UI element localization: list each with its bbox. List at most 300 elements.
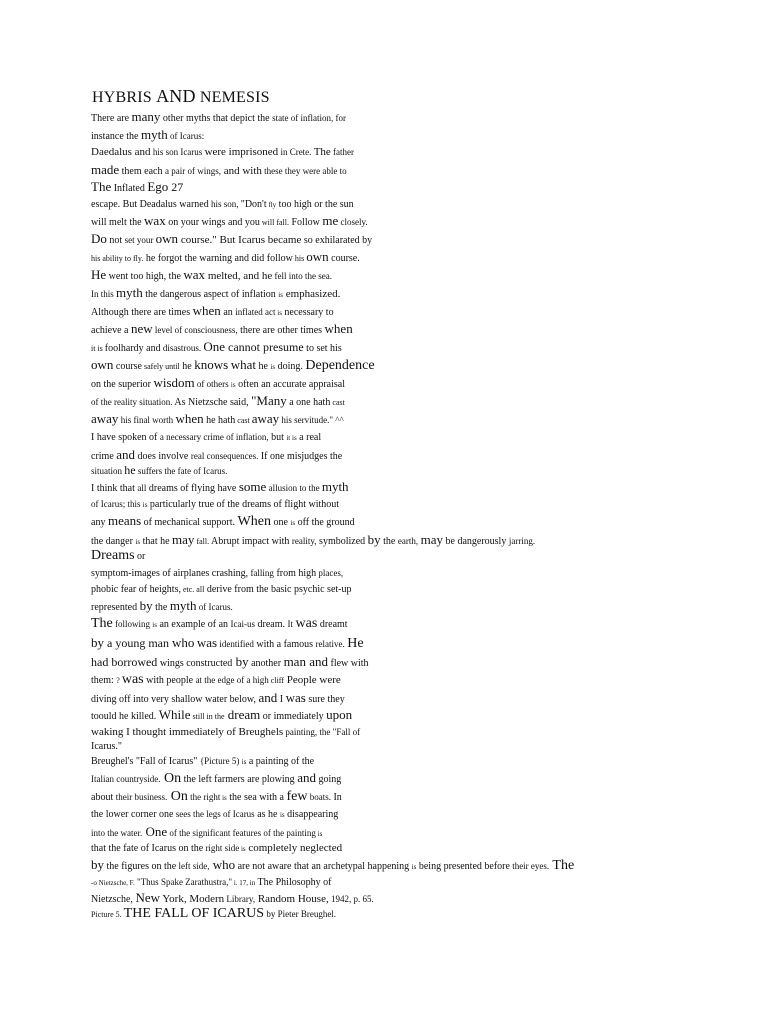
text-segment: course." But Icarus became [178, 234, 302, 246]
text-segment: disappearing [284, 809, 339, 820]
text-segment: If one misjudges the [258, 451, 343, 462]
text-segment: the danger [91, 536, 136, 547]
text-segment: about [91, 792, 116, 803]
text-segment: New [135, 890, 160, 905]
text-segment: instance the [91, 131, 141, 142]
text-segment: relative. [315, 639, 345, 649]
text-segment: or immediately [260, 711, 327, 722]
text-segment: of mechanical support. [141, 517, 238, 528]
text-segment: may [420, 532, 444, 547]
text-line [91, 708, 352, 724]
text-segment: a painting of the [246, 756, 315, 767]
text-segment: another [248, 658, 284, 669]
text-segment: is [152, 621, 157, 629]
text-segment: The [313, 146, 331, 158]
text-segment: was [196, 635, 218, 650]
text-segment: Icai-us [230, 619, 256, 629]
text-segment: symptom-images of airplanes crashing, [91, 568, 249, 579]
text-segment: jarring. [508, 536, 536, 546]
text-segment: away [251, 411, 280, 426]
text-segment: achieve a [91, 325, 131, 336]
text-line [91, 549, 145, 564]
text-segment: it is [91, 344, 105, 353]
text-line [91, 740, 122, 754]
text-segment: On [160, 771, 182, 786]
text-segment: Nietzsche, [91, 894, 136, 905]
text-segment: a pair of wings, [164, 166, 221, 176]
text-segment: Daedalus and [91, 146, 151, 158]
text-segment: his [292, 254, 307, 263]
text-segment: suffers the fate of Icarus. [135, 466, 228, 476]
text-segment: these they were able to [261, 166, 347, 176]
text-line [91, 858, 574, 874]
text-segment: had borrowed [91, 655, 158, 669]
text-line [91, 583, 352, 597]
text-segment: a one hath [286, 397, 331, 408]
text-segment: me [322, 213, 339, 228]
text-segment: dreamt [317, 619, 348, 630]
text-segment: I [277, 694, 286, 705]
text-segment: but [268, 432, 287, 443]
text-segment: When [237, 514, 271, 529]
text-segment: of the reality situation. [91, 397, 173, 407]
text-segment: his ability to fly. [91, 254, 144, 263]
text-segment: of the significant features of the painting [167, 828, 316, 838]
text-segment: sure they [305, 694, 345, 705]
text-line [91, 110, 346, 126]
text-segment: is [239, 845, 246, 853]
text-segment: Abrupt impact with [209, 536, 292, 547]
text-line [91, 754, 314, 769]
text-segment: when [175, 411, 204, 426]
text-segment: that the fate of Icarus on the [91, 843, 204, 854]
text-segment: all [137, 483, 147, 493]
text-segment: he forgot the warning and did follow [143, 253, 293, 264]
text-line [91, 163, 347, 179]
text-line [91, 268, 332, 284]
text-segment: off the ground [295, 517, 355, 528]
text-segment: by Pieter Breughel. [264, 909, 337, 919]
text-segment: new [130, 321, 153, 336]
text-segment: ? [116, 676, 122, 685]
text-line [91, 376, 345, 392]
text-segment: falling [248, 568, 274, 578]
text-segment: following [112, 619, 153, 629]
text-segment: other myths that depict the [160, 113, 273, 124]
text-segment: is [315, 830, 323, 838]
text-segment: the sea with a [226, 792, 287, 803]
text-segment: fall. [194, 537, 210, 546]
text-segment: "Many [251, 393, 287, 408]
text-segment: of others [194, 379, 231, 389]
text-segment: wings constructed [157, 658, 233, 669]
text-segment: still in the [190, 712, 225, 721]
text-segment: etc. all [180, 585, 205, 594]
text-segment: who [209, 857, 236, 872]
title-part3: NEMESIS [195, 89, 270, 106]
text-segment: cast [235, 416, 252, 425]
text-segment: There are [91, 113, 132, 124]
text-segment: a young man [104, 636, 172, 650]
text-line [91, 725, 360, 740]
text-segment: is [230, 381, 236, 389]
text-segment: as he [254, 809, 280, 820]
text-segment: own [306, 249, 329, 264]
text-segment: at the edge of a high [195, 675, 269, 685]
text-segment: the left farmers are plowing [181, 774, 298, 785]
text-segment: cannot presume [225, 340, 304, 354]
text-segment: in Crete. [278, 147, 314, 157]
text-line [91, 250, 360, 266]
text-line [91, 232, 372, 248]
text-segment: In [330, 792, 342, 803]
text-segment: state of inflation, [272, 113, 334, 123]
text-segment: symbolized [316, 536, 368, 547]
text-segment: disastrous. [160, 343, 204, 353]
text-segment: to set his [303, 343, 342, 354]
text-segment: myth [116, 285, 143, 300]
text-line [91, 617, 348, 632]
text-segment: be dangerously [443, 536, 509, 547]
text-segment: Picture 5. [91, 910, 124, 919]
text-segment: is [279, 811, 285, 819]
text-segment: toould he killed. [91, 711, 159, 722]
text-segment: upon [326, 707, 353, 722]
text-segment: going [315, 774, 342, 785]
text-segment: them each [119, 166, 165, 177]
text-segment: one [270, 517, 291, 528]
text-segment: dream. [255, 619, 288, 630]
text-segment: derive from the basic psychic set-up [204, 584, 352, 595]
text-segment: wisdom [153, 375, 195, 390]
text-segment: York, Modern [159, 893, 225, 905]
text-segment: 27 [168, 180, 184, 194]
text-segment: the right [187, 792, 221, 802]
text-segment: is [135, 538, 141, 546]
text-line [91, 655, 369, 671]
text-segment: course [113, 361, 142, 372]
text-segment: The Philosophy of [255, 877, 332, 888]
text-segment: and with [220, 165, 262, 177]
text-segment: an example of an [156, 619, 231, 630]
text-segment: and [305, 654, 328, 669]
text-segment: who [172, 635, 195, 650]
text-segment: by [91, 857, 104, 872]
text-segment: One [203, 339, 226, 354]
text-segment: left side, [176, 861, 210, 871]
text-segment: phobic fear of heights, [91, 584, 181, 595]
text-segment: few [286, 789, 308, 804]
text-line [91, 841, 342, 856]
text-segment: i. 17, in [232, 879, 256, 887]
text-line [91, 771, 341, 787]
text-segment: myth [169, 598, 197, 613]
text-segment: their eyes. [509, 861, 550, 871]
text-segment: The [91, 179, 112, 194]
text-segment: necessary to [281, 307, 334, 318]
text-segment: Although there are times [91, 307, 193, 318]
text-segment: Library, [224, 894, 256, 904]
text-segment: man [283, 654, 306, 669]
text-segment: by [232, 654, 249, 669]
text-segment: situation [91, 466, 125, 476]
text-segment: does involve [135, 451, 191, 462]
text-segment: he [179, 361, 195, 372]
text-segment: own [155, 231, 179, 246]
text-line [91, 533, 535, 549]
text-segment: Inflated [111, 183, 148, 194]
text-segment: Random House, [255, 893, 329, 905]
text-line [91, 340, 342, 356]
text-segment: on your wings and you [165, 217, 260, 228]
text-segment: that he [140, 536, 173, 547]
text-segment: too high or the sun [276, 199, 354, 210]
text-segment: identified [217, 639, 254, 649]
text-segment: by [367, 532, 381, 547]
text-segment: The [91, 616, 113, 631]
text-line [91, 599, 233, 615]
text-segment: on the superior [91, 379, 154, 390]
text-segment: into the water. [91, 828, 143, 838]
text-line [91, 197, 354, 212]
text-segment: Follow [289, 217, 323, 228]
text-line [91, 875, 331, 890]
text-segment: course. [328, 253, 360, 264]
text-line [91, 128, 204, 144]
text-segment: the lower corner one [91, 809, 174, 820]
text-segment: places, [316, 568, 344, 578]
text-segment: I think that [91, 483, 138, 494]
text-line [91, 463, 227, 479]
text-segment: them: [91, 675, 117, 686]
text-segment: Dependence [305, 358, 375, 373]
text-segment: set your [124, 235, 156, 245]
text-segment: an [220, 307, 236, 318]
text-segment: so exhilarated by [301, 235, 373, 246]
text-segment: allusion to the [266, 483, 322, 493]
text-segment: and [258, 690, 278, 705]
text-line [91, 907, 336, 922]
text-segment: It [287, 619, 294, 629]
text-segment: his son, [208, 199, 241, 209]
text-segment: is [290, 519, 296, 527]
text-segment: what [230, 357, 256, 372]
title-part1: HYBRIS [92, 89, 157, 106]
text-line [91, 480, 349, 496]
text-line [91, 358, 375, 374]
text-segment: In this [91, 289, 117, 299]
text-segment: One [142, 824, 168, 839]
text-segment: earth, [397, 536, 419, 546]
text-segment: melted, and he [205, 270, 273, 282]
text-segment: by [139, 598, 153, 613]
text-segment: "Don't [240, 199, 267, 210]
text-segment: may [172, 532, 195, 547]
text-segment: particularly true of the dreams [147, 499, 271, 510]
text-segment: will melt the [91, 217, 145, 228]
text-segment: Ego [147, 179, 169, 194]
text-segment: crime [91, 451, 117, 462]
text-segment: when [324, 321, 353, 336]
text-segment: there are other times [237, 325, 325, 336]
text-segment: the dangerous aspect of inflation [142, 289, 279, 300]
text-segment: of Icarus: [167, 131, 205, 141]
text-segment: myth [140, 127, 168, 142]
text-segment: not [106, 235, 125, 246]
text-line [91, 304, 334, 320]
text-segment: Icarus." [91, 741, 123, 752]
text-segment: dream [224, 707, 261, 722]
text-segment: closely. [338, 217, 368, 227]
text-segment: While [158, 707, 191, 722]
text-segment: the [152, 602, 170, 613]
text-segment: often an accurate appraisal [235, 379, 345, 390]
text-segment: it is [286, 434, 297, 442]
text-segment: boats. [307, 792, 331, 802]
text-segment: Do [91, 231, 107, 246]
text-segment: dreams of flying have [146, 483, 239, 494]
text-line [91, 497, 339, 512]
text-segment: represented [91, 602, 140, 613]
text-segment: many [131, 109, 161, 124]
text-line [91, 322, 353, 338]
text-segment: Dreams [91, 548, 135, 563]
text-segment: fly [266, 201, 277, 209]
text-segment: Italian countryside. [91, 774, 161, 784]
text-line [91, 412, 344, 428]
text-segment: the figures on the [104, 861, 177, 872]
text-segment: On [167, 789, 188, 804]
text-segment: is [142, 501, 148, 509]
text-segment: were imprisoned [204, 146, 279, 158]
text-segment: and [116, 447, 136, 462]
text-segment: with a famous [253, 639, 316, 650]
text-segment: his son Icarus [150, 147, 205, 157]
text-segment: is [241, 758, 247, 766]
text-line [91, 180, 183, 196]
text-segment: sees the legs of Icarus [173, 809, 255, 819]
text-segment: means [107, 513, 142, 528]
text-line [91, 636, 364, 652]
text-segment: myth [321, 479, 349, 494]
text-segment: is [275, 309, 282, 317]
text-line [91, 891, 374, 907]
text-segment: was [121, 672, 144, 687]
text-line [91, 214, 368, 230]
text-segment: made [91, 162, 120, 177]
text-segment: THE FALL OF ICARUS [123, 906, 265, 921]
text-line [91, 691, 345, 707]
text-line [91, 430, 321, 445]
text-segment: waking I thought immediately of Breughels [91, 726, 284, 738]
text-segment: a real [296, 432, 322, 443]
text-segment: He [91, 267, 107, 282]
text-segment: being presented before [416, 861, 510, 872]
text-segment: by [91, 635, 104, 650]
text-segment: inflated act [235, 307, 276, 317]
text-segment: some [238, 479, 267, 494]
text-segment: {Picture 5) [199, 756, 242, 766]
text-segment: the [380, 536, 398, 547]
text-segment: wax [183, 267, 206, 282]
text-segment: for [333, 113, 347, 123]
text-segment: fell into the sea. [272, 271, 332, 281]
text-segment: or [134, 551, 146, 562]
text-segment: his servitude." ^^ [279, 415, 344, 425]
text-segment: a necessary crime of inflation, [159, 432, 269, 442]
text-segment: escape. But Deadalus warned [91, 199, 209, 210]
text-segment: People were [283, 674, 341, 686]
title-part2: AND [156, 86, 196, 106]
text-segment: his final worth [118, 415, 176, 425]
text-segment: cast [330, 398, 345, 407]
text-segment: cliff [268, 676, 284, 685]
text-segment: real consequences. [190, 451, 259, 461]
text-segment: he hath [203, 415, 236, 426]
page-title [92, 86, 270, 107]
text-segment: diving off into very shallow water below, [91, 694, 259, 705]
text-segment: was [295, 616, 318, 631]
text-segment: of Icarus. [196, 602, 233, 612]
text-segment: I have spoken of [91, 432, 160, 443]
text-segment: The [549, 858, 575, 873]
text-segment: of flight without [270, 499, 340, 510]
text-line [91, 394, 345, 410]
text-segment: he [255, 361, 271, 372]
text-segment: he [124, 463, 136, 477]
text-segment: knows [194, 357, 229, 372]
text-segment: own [91, 357, 114, 372]
text-segment: 1942, p. 65. [328, 894, 374, 904]
text-segment: painting, the "Fall of [283, 727, 361, 737]
text-segment: -o Nietzsche, F. [91, 879, 135, 887]
text-segment: safely until [142, 362, 180, 371]
text-segment: any [91, 517, 108, 528]
text-line [91, 790, 342, 805]
text-segment: As Nietzsche said, [172, 397, 252, 408]
text-segment: was [285, 690, 306, 705]
text-segment: father [330, 147, 355, 157]
text-segment: is [220, 794, 227, 802]
text-segment: and [297, 770, 316, 785]
text-segment: flew with [327, 658, 369, 669]
text-line [91, 825, 322, 841]
text-segment: their business. [115, 792, 168, 802]
text-line [91, 673, 341, 688]
text-segment: doing. [275, 361, 306, 372]
text-segment: Breughel's "Fall of Icarus" [91, 756, 200, 767]
text-segment: are not aware that an archetypal happening [235, 861, 412, 872]
text-segment: right side [203, 843, 240, 853]
text-line [91, 145, 354, 160]
text-line [91, 286, 340, 302]
text-segment: of Icarus; this [91, 499, 143, 509]
text-segment: emphasized. [282, 288, 341, 300]
text-line [91, 514, 355, 530]
text-segment: will fall. [259, 218, 289, 227]
text-line [91, 566, 343, 581]
text-segment: He [347, 636, 364, 651]
text-segment: reality, [291, 536, 317, 546]
text-segment: from high [273, 568, 317, 579]
text-line [91, 448, 342, 464]
text-segment: is [411, 863, 417, 871]
text-segment: completely neglected [245, 842, 343, 854]
text-segment: foolhardy and [104, 343, 161, 354]
text-segment: wax [144, 213, 166, 228]
text-segment: is [270, 363, 276, 371]
text-segment: is [278, 291, 283, 299]
